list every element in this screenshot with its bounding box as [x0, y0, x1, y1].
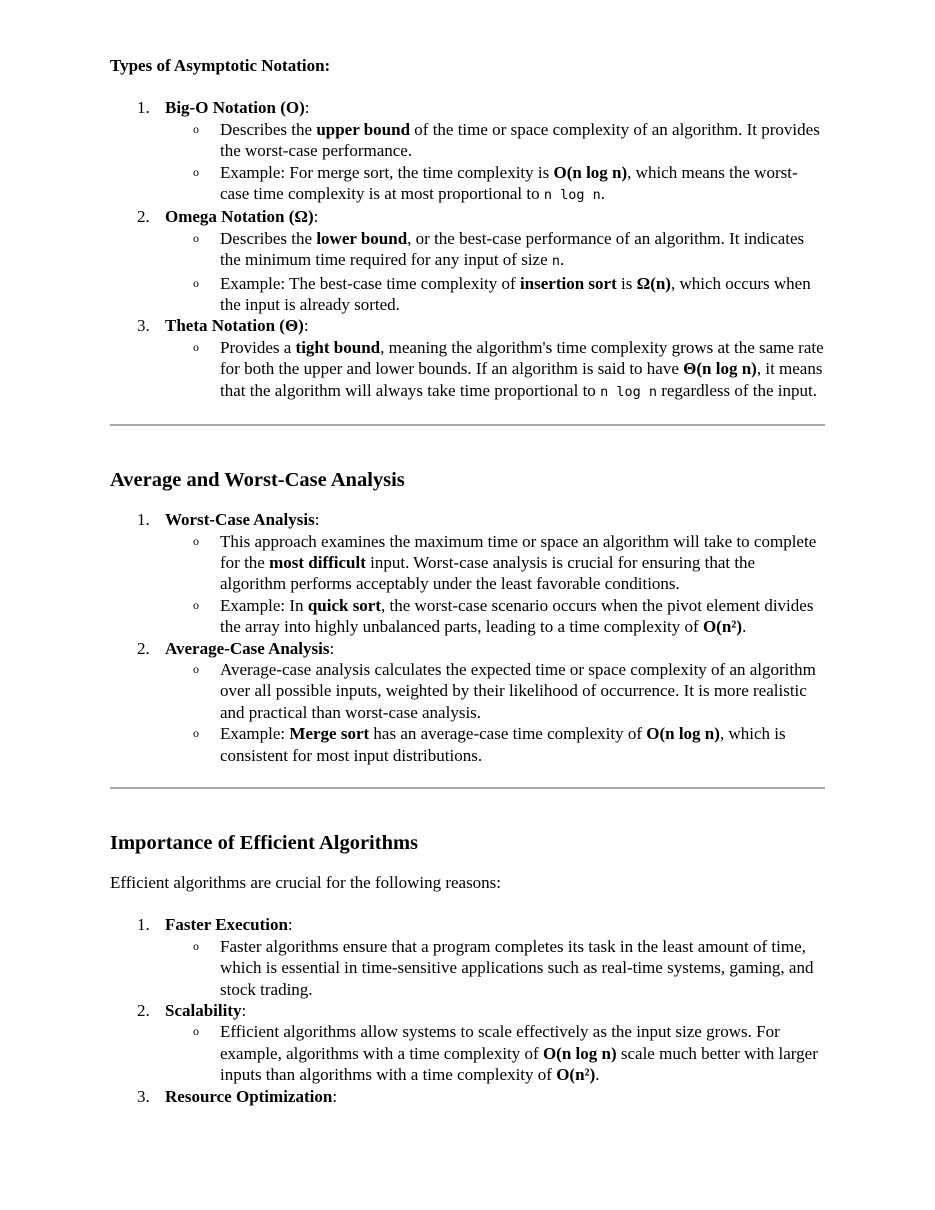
sub-item: o Average-case analysis calculates the expected time or space complexity of an algorithm over all possible inputs, weighted by their likelihood of occurrence. It is more realistic and practical than worst-case analysis.	[193, 659, 816, 722]
sub-list	[165, 936, 825, 1000]
sub-item: o Provides a tight bound, meaning the algorithm's time complexity grows at the same rate for both the upper and lower bounds. If an algorithm is said to have Θ(n log n), it means that the algorithm will always take time proportional to n log n regardless of the input.	[193, 337, 824, 400]
item-number: 2.	[137, 207, 150, 227]
sub-list	[165, 337, 825, 403]
item-number: 1.	[137, 98, 150, 118]
item-title: Faster Execution	[165, 915, 288, 935]
list-item: 1. Worst-Case Analysis: o This approach examines the maximum time or space an algorithm will take to complete for the most difficult input. Worst-case analysis is crucial for ensuring that the algorithm performs acceptably under the least favorable conditions. o Example: In quick sort, the worst-case scenario occurs when the pivot element divides the array into highly unbalanced parts, leading to a time complexity of O(n²).	[110, 509, 825, 637]
sub-item: o Example: In quick sort, the worst-case scenario occurs when the pivot element divides the array into highly unbalanced parts, leading to a time complexity of O(n²).	[193, 595, 814, 637]
sub-item: o Describes the upper bound of the time or space complexity of an algorithm. It provides the worst-case performance.	[193, 119, 820, 161]
item-title: Scalability	[165, 1001, 242, 1020]
document-page	[110, 55, 825, 1107]
sub-item: o Example: The best-case time complexity of insertion sort is Ω(n), which occurs when the input is already sorted.	[193, 273, 811, 315]
bullet-icon: o	[193, 938, 199, 953]
sub-list	[165, 659, 825, 766]
notation-list	[110, 97, 825, 403]
list-item: 3. Theta Notation (Θ): o Provides a tight bound, meaning the algorithm's time complexity grows at the same rate for both the upper and lower bounds. If an algorithm is said to have Θ(n log n), it means that the algorithm will always take time proportional to n log n regardless of the input.	[110, 315, 825, 403]
sub-item: o This approach examines the maximum time or space an algorithm will take to complete for the most difficult input. Worst-case analysis is crucial for ensuring that the algorithm performs acceptably under the least favorable conditions.	[193, 531, 817, 594]
sub-list	[165, 228, 825, 316]
sub-item: o Example: Merge sort has an average-case time complexity of O(n log n), which is consistent for most input distributions.	[193, 724, 786, 765]
item-number: 2.	[137, 638, 150, 658]
sub-item: o Efficient algorithms allow systems to scale effectively as the input size grows. For example, algorithms with a time complexity of O(n log n) scale much better with larger inputs than algorithms with a time complexity of O(n²).	[193, 1022, 818, 1085]
sub-list	[165, 119, 825, 207]
list-item: 2. Omega Notation (Ω): o Describes the lower bound, or the best-case performance of an algorithm. It indicates the minimum time required for any input of size n. o Example: The best-case time complexity of insertion sort is Ω(n), which occurs when the input is already sorted.	[110, 206, 825, 315]
list-item: 3. Resource Optimization:	[137, 1086, 338, 1106]
sub-list	[165, 531, 825, 638]
item-title: Big-O Notation (O)	[165, 98, 305, 118]
list-item: 2. Scalability: o Efficient algorithms allow systems to scale effectively as the input size grows. For example, algorithms with a time complexity of O(n log n) scale much better with larger inputs than algorithms with a time complexity of O(n²).	[110, 1000, 825, 1086]
bullet-icon: o	[193, 164, 199, 179]
item-title: Average-Case Analysis	[165, 638, 330, 658]
list-item: 2. Average-Case Analysis: o Average-case analysis calculates the expected time or space complexity of an algorithm over all possible inputs, weighted by their likelihood of occurrence. It is more realistic and practical than worst-case analysis. o Example: Merge sort has an average-case time complexity of O(n log n), which is consistent for most input distributions.	[110, 638, 825, 766]
item-number: 3.	[137, 316, 150, 336]
inline-code: n	[551, 253, 561, 270]
item-number: 3.	[137, 1086, 150, 1106]
importance-intro: Efficient algorithms are crucial for the following reasons:	[110, 872, 502, 892]
bullet-icon: o	[193, 275, 199, 290]
analysis-heading: Average and Worst-Case Analysis	[110, 469, 405, 492]
item-title: Resource Optimization	[165, 1086, 333, 1106]
section-divider	[110, 787, 825, 789]
list-item: 1. Faster Execution: o Faster algorithms ensure that a program completes its task in the least amount of time, which is essential in time-sensitive applications such as real-time systems, gaming, and stock trading.	[110, 914, 825, 1000]
bullet-icon: o	[193, 1024, 199, 1039]
inline-code: n log n	[600, 383, 657, 400]
bullet-icon: o	[193, 339, 199, 354]
bullet-icon: o	[193, 230, 199, 245]
item-title: Theta Notation (Θ)	[165, 316, 304, 336]
analysis-list	[110, 509, 825, 766]
item-number: 1.	[137, 915, 150, 935]
item-number: 2.	[137, 1001, 150, 1020]
bullet-icon: o	[193, 726, 199, 741]
list-item: 1. Big-O Notation (O): o Describes the upper bound of the time or space complexity of an algorithm. It provides the worst-case performance. o Example: For merge sort, the time complexity is O(n log n), which means the worst-case time complexity is at most proportional to n log n.	[110, 97, 825, 206]
types-heading: Types of Asymptotic Notation:	[110, 56, 331, 75]
sub-item: o Describes the lower bound, or the best-case performance of an algorithm. It indicates the minimum time required for any input of size n.	[193, 228, 805, 270]
sub-item: o Faster algorithms ensure that a program completes its task in the least amount of time, which is essential in time-sensitive applications such as real-time systems, gaming, and stock trading.	[193, 936, 814, 999]
bullet-icon: o	[193, 661, 199, 676]
item-title: Omega Notation (Ω)	[165, 207, 314, 227]
bullet-icon: o	[193, 597, 199, 612]
item-number: 1.	[137, 510, 150, 530]
inline-code: n log n	[543, 187, 601, 204]
section-divider	[110, 424, 825, 426]
bullet-icon: o	[193, 533, 199, 548]
importance-list	[110, 914, 825, 1107]
bullet-icon: o	[193, 121, 199, 136]
importance-heading: Importance of Efficient Algorithms	[110, 831, 419, 854]
item-title: Worst-Case Analysis	[165, 510, 315, 530]
sub-list	[165, 1021, 825, 1085]
sub-item: o Example: For merge sort, the time complexity is O(n log n), which means the worst-case time complexity is at most proportional to n log n.	[193, 162, 798, 204]
